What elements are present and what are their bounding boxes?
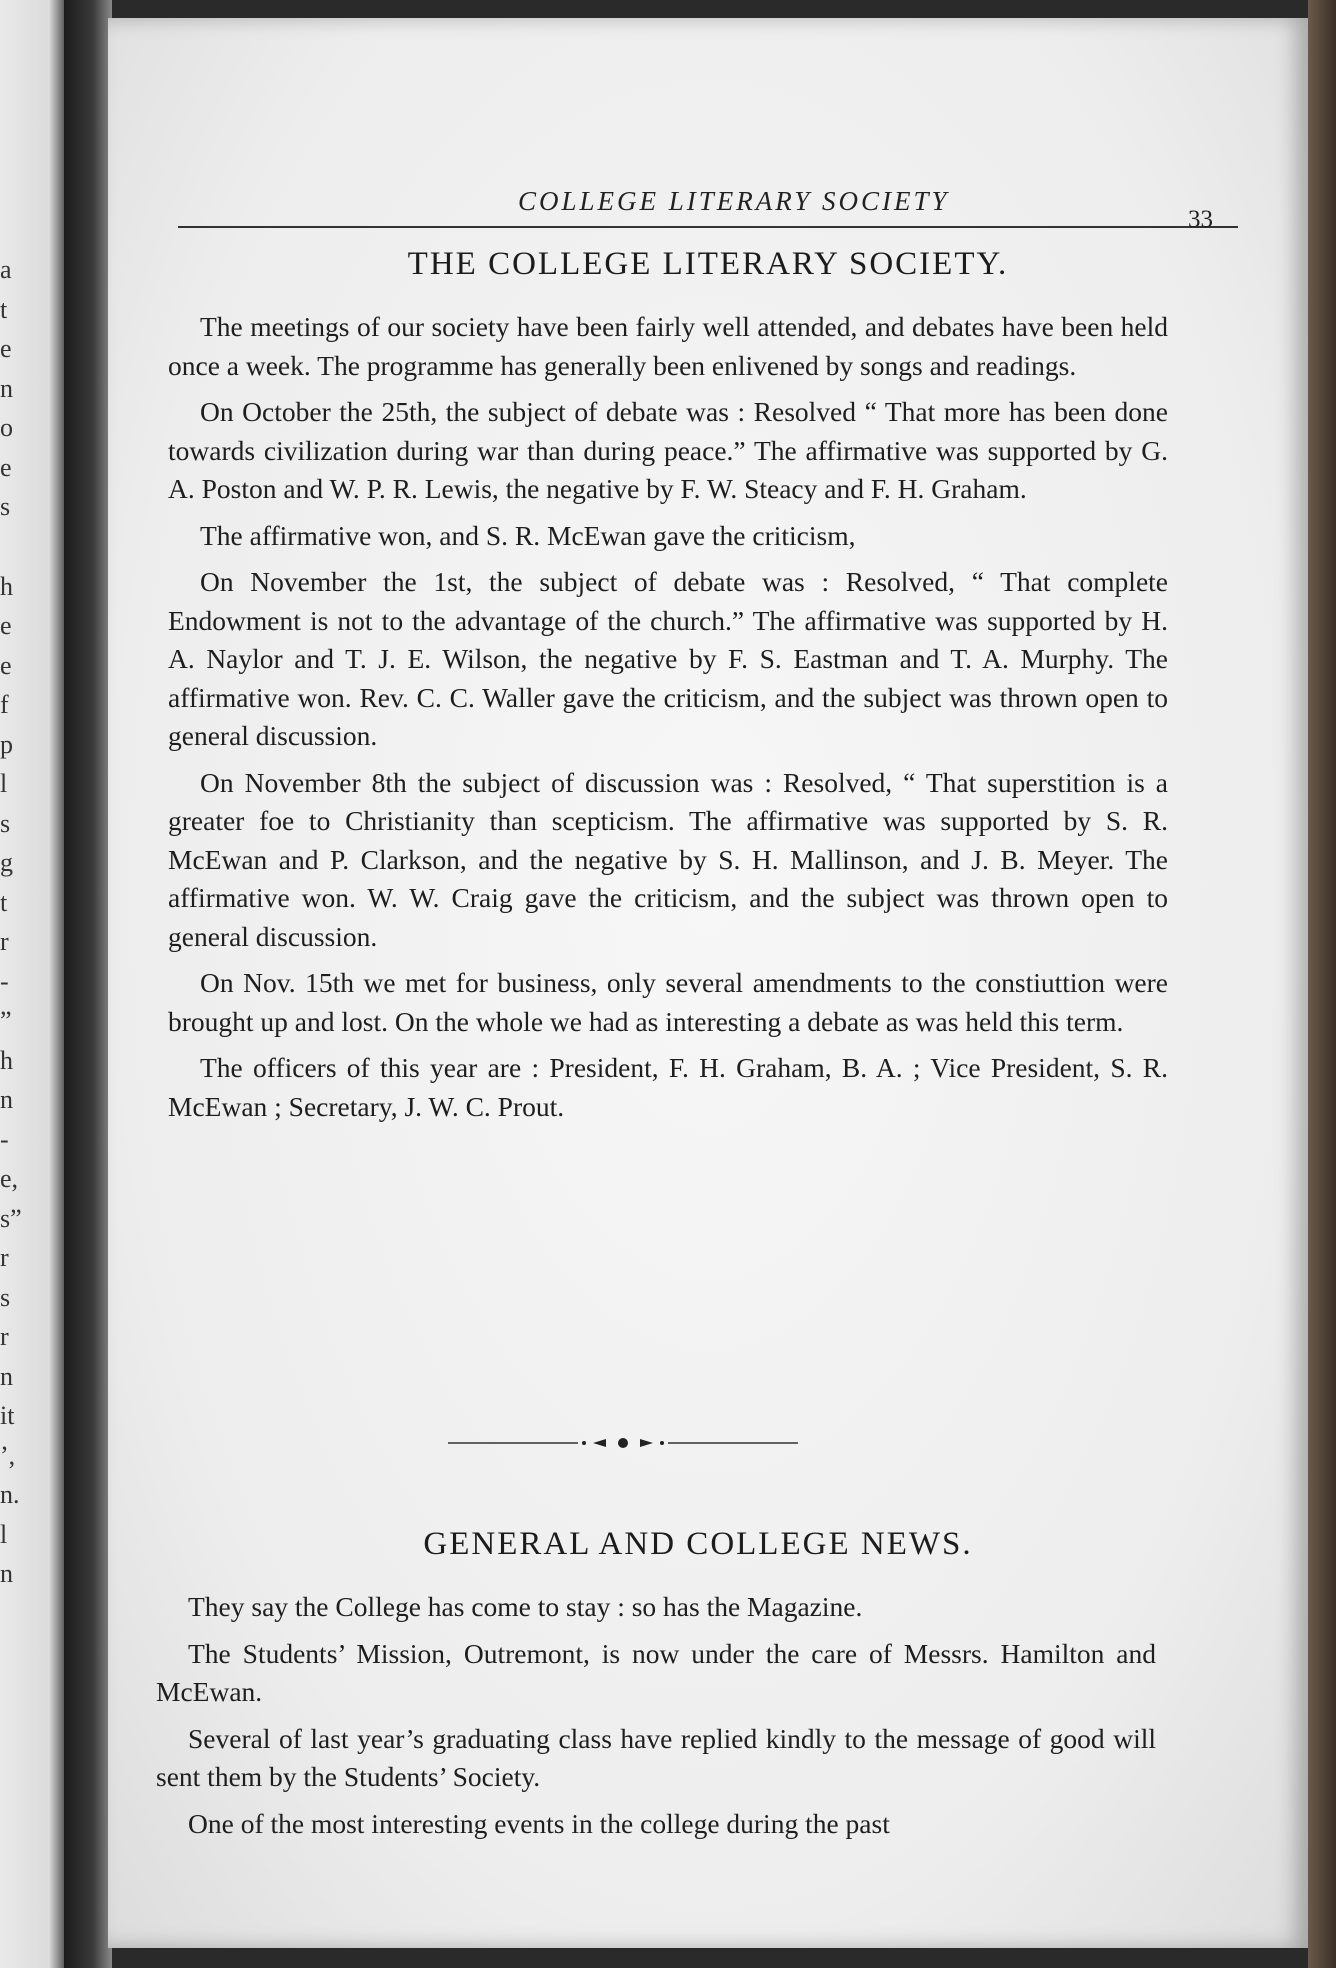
running-head xyxy=(178,178,1238,233)
paragraph: The Students’ Mission, Outremont, is now under the care of Messrs. Hamilton and McEwan. xyxy=(156,1637,1156,1707)
left-page-fragment: e, xyxy=(0,1164,19,1193)
left-page-fragment: - xyxy=(0,966,9,996)
left-page-fragment: e xyxy=(0,452,12,482)
left-page-fragment: h xyxy=(0,1045,13,1075)
left-page-fragment: g xyxy=(0,848,13,877)
left-page-fragment: r xyxy=(0,927,9,956)
section-heading-general-news: GENERAL AND COLLEGE NEWS. xyxy=(423,1526,973,1562)
book-page xyxy=(108,18,1308,1948)
left-page-fragment: n xyxy=(0,1559,13,1588)
left-page-fragment: n. xyxy=(0,1480,20,1509)
paragraph: The officers of this year are : President, F. H. Graham, B. A. ; Vice President, S. R. McEwan ; Secretary, J. W. C. Prout. xyxy=(168,1052,1168,1122)
paragraph: On Nov. 15th we met for business, only several amendments to the constiuttion were brought up and lost. On the whole we had as interesting a debate as was held this term. xyxy=(168,967,1168,1037)
page-number: 33 xyxy=(1188,206,1213,233)
left-page-fragment: r xyxy=(0,1322,9,1351)
left-page-fragment: s xyxy=(0,492,11,521)
left-page-fragment: r xyxy=(0,1243,9,1272)
paragraph: The affirmative won, and S. R. McEwan gave the criticism, xyxy=(200,519,856,551)
ornamental-divider xyxy=(448,1433,798,1453)
left-page-fragment: ’, xyxy=(0,1440,16,1470)
left-page-fragment: l xyxy=(0,769,8,798)
left-page-fragment: e xyxy=(0,334,12,363)
left-page-fragment: n xyxy=(0,373,13,403)
right-page-edge xyxy=(1308,0,1336,1968)
paragraph: The meetings of our society have been fairly well attended, and debates have been held once a week. The programme has generally been enlivened by songs and readings. xyxy=(168,311,1168,381)
left-page-fragment: e xyxy=(0,611,12,640)
left-page-fragment: a xyxy=(0,255,12,284)
left-page-fragment: ” xyxy=(0,1006,12,1035)
paragraph: On November 8th the subject of discussion was : Resolved, “ That superstition is a greater foe to Christianity than scepticism. The affirmative was supported by S. R. McEwan and P. Clarkson, and the negative by S. H. Mallinson, and J. B. Meyer. The affirmative won. W. W. Craig gave the criticism, and the subject was thrown open to general discussion. xyxy=(168,766,1168,952)
running-head-title: COLLEGE LITERARY SOCIETY xyxy=(518,186,950,216)
left-page-fragment: s” xyxy=(0,1203,22,1233)
left-page-fragment: t xyxy=(0,294,8,324)
left-page-fragment: e xyxy=(0,650,12,680)
section-heading-literary-society: THE COLLEGE LITERARY SOCIETY. xyxy=(407,246,1009,282)
left-page-fragment: t xyxy=(0,887,8,917)
left-page-fragment: s xyxy=(0,1282,11,1312)
left-page-fragment: h xyxy=(0,571,13,601)
paragraph: One of the most interesting events in the college during the past xyxy=(188,1807,890,1839)
general-news-text xyxy=(156,1588,1156,1851)
left-page-fragment: l xyxy=(0,1519,8,1549)
left-page-fragment: - xyxy=(0,1124,9,1154)
left-page-fragment: it xyxy=(0,1401,15,1430)
book-gutter xyxy=(64,0,112,1968)
left-page-fragment: o xyxy=(0,413,13,442)
left-page-fragment: s xyxy=(0,808,11,838)
left-page-fragment: f xyxy=(0,690,9,719)
paragraph: They say the College has come to stay : so has the Magazine. xyxy=(188,1591,863,1622)
left-page-fragment: n xyxy=(0,1361,13,1391)
literary-society-text xyxy=(168,308,1168,1134)
previous-page-edge xyxy=(0,0,70,1968)
left-page-fragment: p xyxy=(0,729,13,759)
paragraph: On November the 1st, the subject of debate was : Resolved, “ That complete Endowment is not to the advantage of the church.” The affirmative was supported by H. A. Naylor and T. J. E. Wilson, the negative by F. S. Eastman and T. A. Murphy. The affirmative won. Rev. C. C. Waller gave the criticism, and the subject was thrown open to general discussion. xyxy=(168,566,1168,751)
paragraph: On October the 25th, the subject of debate was : Resolved “ That more has been done towards civilization during war than during peace.” The affirmative was supported by G. A. Poston and W. P. R. Lewis, the negative by F. W. Steacy and F. H. Graham. xyxy=(168,396,1168,504)
left-page-fragment: n xyxy=(0,1085,13,1114)
paragraph: Several of last year’s graduating class have replied kindly to the message of good will sent them by the Students’ Society. xyxy=(156,1722,1156,1792)
